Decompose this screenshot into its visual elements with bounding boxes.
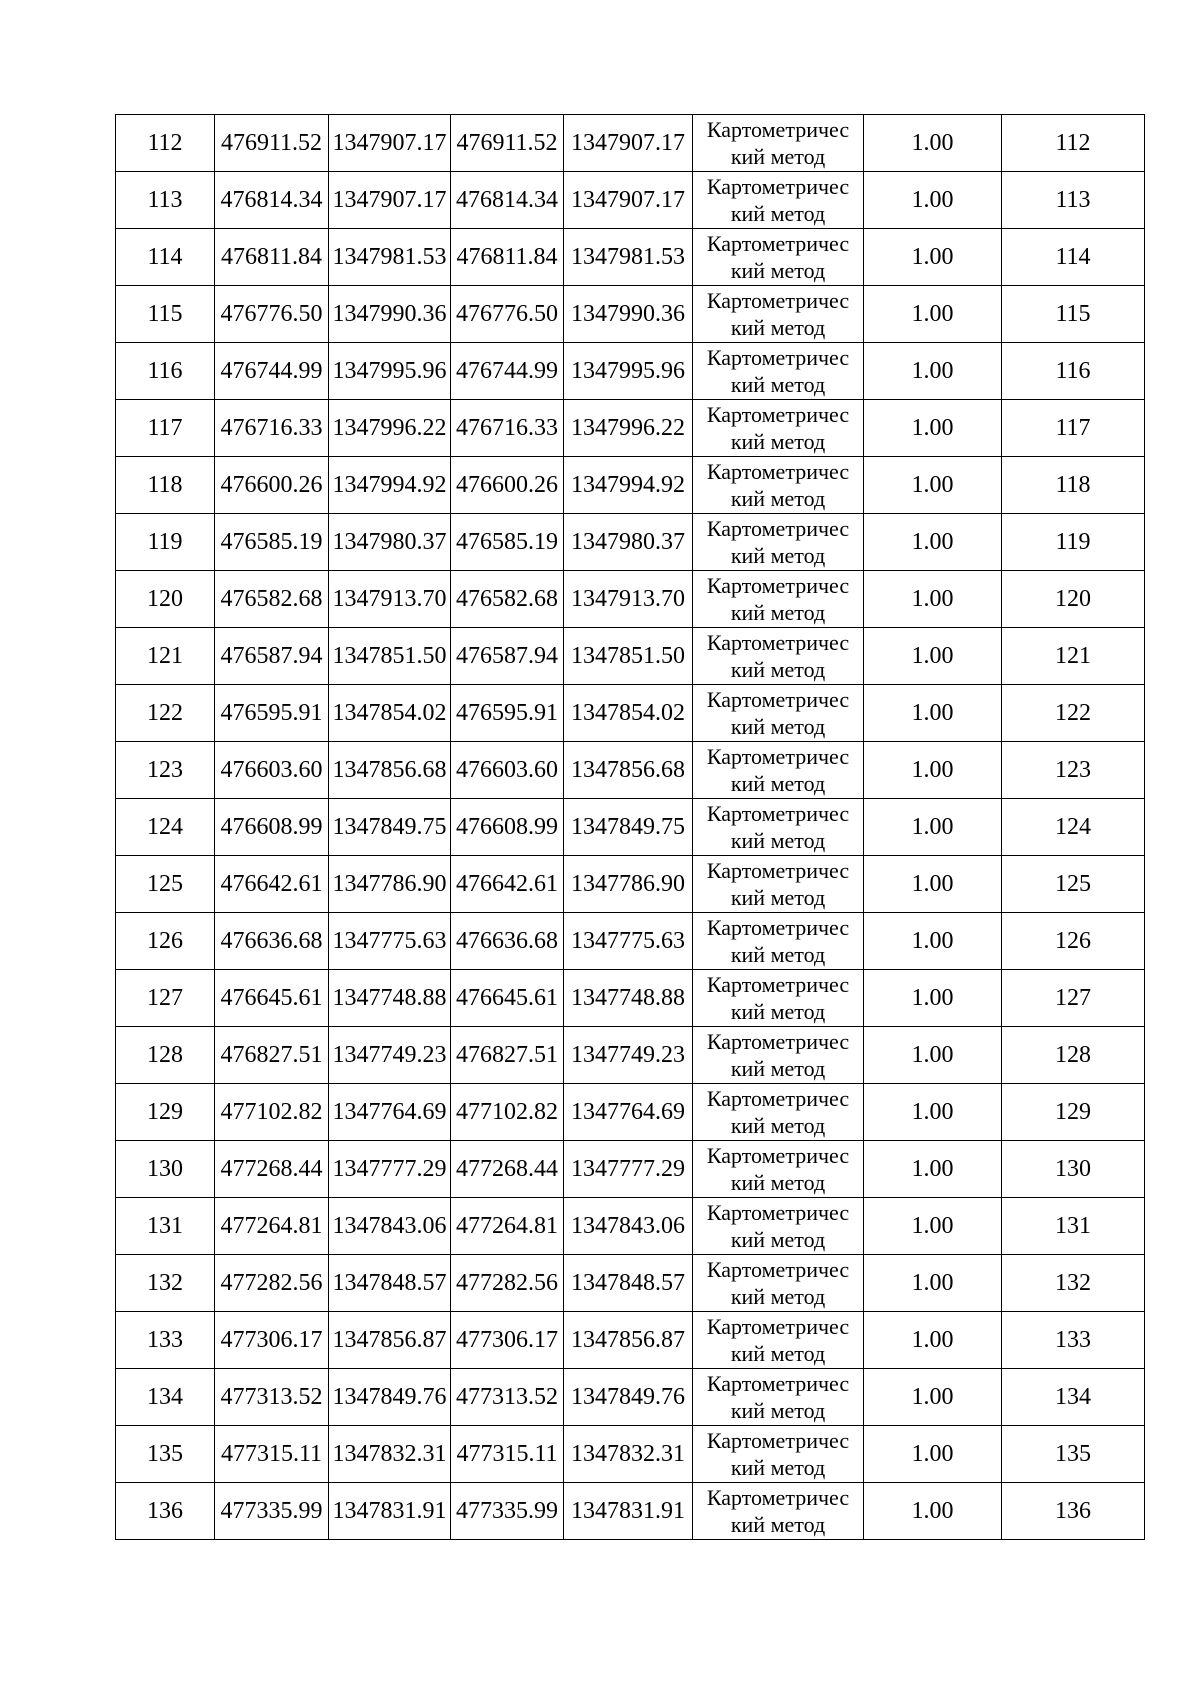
method-text-line: Картометричес [706,915,850,940]
method-text-line: Картометричес [706,459,850,484]
table-row [116,1198,1145,1255]
table-row [116,970,1145,1027]
table-row [116,856,1145,913]
refined-x-cell: 476645.61 [451,970,564,1027]
point-number-repeat-cell: 118 [1002,457,1145,514]
point-number-repeat-cell: 113 [1002,172,1145,229]
accuracy-cell: 1.00 [864,229,1002,286]
method-text-line: Картометричес [706,231,850,256]
refined-y-cell: 1347907.17 [564,115,693,172]
method-text-line: Картометричес [706,288,850,313]
existing-x-cell: 476587.94 [215,628,329,685]
refined-y-cell: 1347854.02 [564,685,693,742]
existing-x-cell: 476645.61 [215,970,329,1027]
accuracy-cell: 1.00 [864,1027,1002,1084]
existing-y-cell: 1347996.22 [329,400,451,457]
existing-y-cell: 1347907.17 [329,172,451,229]
method-cell [693,1198,864,1255]
refined-y-cell: 1347996.22 [564,400,693,457]
refined-x-cell: 476582.68 [451,571,564,628]
refined-y-cell: 1347856.87 [564,1312,693,1369]
point-number-cell: 133 [116,1312,215,1369]
existing-x-cell: 476608.99 [215,799,329,856]
refined-y-cell: 1347749.23 [564,1027,693,1084]
point-number-cell: 136 [116,1483,215,1540]
refined-x-cell: 477268.44 [451,1141,564,1198]
refined-x-cell: 476600.26 [451,457,564,514]
method-text-line: кий метод [730,1398,826,1423]
point-number-cell: 130 [116,1141,215,1198]
method-text-line: Картометричес [706,687,850,712]
method-text-line: Картометричес [706,174,850,199]
point-number-cell: 124 [116,799,215,856]
point-number-cell: 119 [116,514,215,571]
refined-y-cell: 1347843.06 [564,1198,693,1255]
existing-x-cell: 476814.34 [215,172,329,229]
table-row [116,400,1145,457]
point-number-repeat-cell: 134 [1002,1369,1145,1426]
point-number-cell: 117 [116,400,215,457]
existing-y-cell: 1347843.06 [329,1198,451,1255]
point-number-cell: 118 [116,457,215,514]
method-text-line: Картометричес [706,1371,850,1396]
method-cell [693,457,864,514]
method-cell [693,1027,864,1084]
table-row [116,1255,1145,1312]
point-number-cell: 113 [116,172,215,229]
method-text-line: кий метод [730,657,826,682]
refined-y-cell: 1347777.29 [564,1141,693,1198]
table-row [116,1141,1145,1198]
table-row [116,799,1145,856]
refined-x-cell: 476744.99 [451,343,564,400]
refined-y-cell: 1347907.17 [564,172,693,229]
existing-x-cell: 476776.50 [215,286,329,343]
refined-x-cell: 477264.81 [451,1198,564,1255]
existing-y-cell: 1347786.90 [329,856,451,913]
refined-x-cell: 476814.34 [451,172,564,229]
refined-x-cell: 476595.91 [451,685,564,742]
point-number-cell: 135 [116,1426,215,1483]
refined-y-cell: 1347786.90 [564,856,693,913]
method-text-line: кий метод [730,1170,826,1195]
method-cell [693,514,864,571]
method-cell [693,742,864,799]
accuracy-cell: 1.00 [864,856,1002,913]
refined-y-cell: 1347995.96 [564,343,693,400]
existing-y-cell: 1347995.96 [329,343,451,400]
point-number-cell: 115 [116,286,215,343]
existing-x-cell: 477268.44 [215,1141,329,1198]
method-text-line: кий метод [730,201,826,226]
refined-x-cell: 477102.82 [451,1084,564,1141]
method-cell [693,400,864,457]
point-number-cell: 125 [116,856,215,913]
point-number-repeat-cell: 124 [1002,799,1145,856]
accuracy-cell: 1.00 [864,514,1002,571]
existing-x-cell: 476603.60 [215,742,329,799]
accuracy-cell: 1.00 [864,115,1002,172]
existing-x-cell: 477282.56 [215,1255,329,1312]
existing-x-cell: 477315.11 [215,1426,329,1483]
accuracy-cell: 1.00 [864,343,1002,400]
method-cell [693,628,864,685]
table-row [116,571,1145,628]
method-text-line: кий метод [730,1455,826,1480]
refined-x-cell: 476811.84 [451,229,564,286]
method-cell [693,685,864,742]
method-text-line: кий метод [730,828,826,853]
refined-y-cell: 1347748.88 [564,970,693,1027]
method-text-line: кий метод [730,429,826,454]
point-number-cell: 132 [116,1255,215,1312]
method-text-line: Картометричес [706,1428,850,1453]
method-cell [693,1483,864,1540]
refined-y-cell: 1347831.91 [564,1483,693,1540]
point-number-cell: 128 [116,1027,215,1084]
point-number-repeat-cell: 136 [1002,1483,1145,1540]
accuracy-cell: 1.00 [864,1483,1002,1540]
existing-y-cell: 1347856.68 [329,742,451,799]
existing-y-cell: 1347856.87 [329,1312,451,1369]
accuracy-cell: 1.00 [864,1084,1002,1141]
refined-y-cell: 1347981.53 [564,229,693,286]
existing-x-cell: 476811.84 [215,229,329,286]
existing-x-cell: 476642.61 [215,856,329,913]
table-row [116,172,1145,229]
existing-y-cell: 1347764.69 [329,1084,451,1141]
accuracy-cell: 1.00 [864,1255,1002,1312]
method-cell [693,343,864,400]
existing-y-cell: 1347849.76 [329,1369,451,1426]
existing-x-cell: 476744.99 [215,343,329,400]
table-row [116,514,1145,571]
point-number-repeat-cell: 132 [1002,1255,1145,1312]
method-text-line: кий метод [730,1341,826,1366]
method-cell [693,913,864,970]
point-number-repeat-cell: 127 [1002,970,1145,1027]
method-text-line: Картометричес [706,573,850,598]
existing-x-cell: 476595.91 [215,685,329,742]
point-number-repeat-cell: 119 [1002,514,1145,571]
refined-y-cell: 1347913.70 [564,571,693,628]
existing-y-cell: 1347748.88 [329,970,451,1027]
point-number-cell: 131 [116,1198,215,1255]
point-number-repeat-cell: 117 [1002,400,1145,457]
existing-y-cell: 1347775.63 [329,913,451,970]
point-number-cell: 114 [116,229,215,286]
table-row [116,1483,1145,1540]
method-cell [693,229,864,286]
table-row [116,115,1145,172]
accuracy-cell: 1.00 [864,1426,1002,1483]
table-body [116,115,1145,1540]
existing-y-cell: 1347831.91 [329,1483,451,1540]
point-number-cell: 112 [116,115,215,172]
point-number-cell: 127 [116,970,215,1027]
table-row [116,1084,1145,1141]
existing-x-cell: 476827.51 [215,1027,329,1084]
method-text-line: Картометричес [706,402,850,427]
method-cell [693,1141,864,1198]
existing-y-cell: 1347854.02 [329,685,451,742]
method-text-line: Картометричес [706,1485,850,1510]
table-row [116,1369,1145,1426]
accuracy-cell: 1.00 [864,571,1002,628]
existing-y-cell: 1347980.37 [329,514,451,571]
point-number-repeat-cell: 131 [1002,1198,1145,1255]
method-text-line: кий метод [730,486,826,511]
table-row [116,628,1145,685]
method-cell [693,1084,864,1141]
refined-x-cell: 476603.60 [451,742,564,799]
accuracy-cell: 1.00 [864,457,1002,514]
table-row [116,685,1145,742]
method-text-line: кий метод [730,1056,826,1081]
method-text-line: Картометричес [706,858,850,883]
method-text-line: кий метод [730,258,826,283]
table-row [116,286,1145,343]
refined-y-cell: 1347994.92 [564,457,693,514]
method-text-line: Картометричес [706,1143,850,1168]
refined-x-cell: 477306.17 [451,1312,564,1369]
table-row [116,343,1145,400]
point-number-repeat-cell: 129 [1002,1084,1145,1141]
method-text-line: кий метод [730,600,826,625]
refined-x-cell: 476608.99 [451,799,564,856]
table-row [116,229,1145,286]
existing-x-cell: 476600.26 [215,457,329,514]
accuracy-cell: 1.00 [864,799,1002,856]
refined-x-cell: 476642.61 [451,856,564,913]
existing-x-cell: 477313.52 [215,1369,329,1426]
existing-y-cell: 1347832.31 [329,1426,451,1483]
refined-x-cell: 477313.52 [451,1369,564,1426]
refined-y-cell: 1347849.75 [564,799,693,856]
point-number-repeat-cell: 135 [1002,1426,1145,1483]
method-text-line: кий метод [730,543,826,568]
method-text-line: Картометричес [706,1200,850,1225]
table-row [116,457,1145,514]
method-cell [693,1426,864,1483]
method-text-line: кий метод [730,144,826,169]
refined-x-cell: 476716.33 [451,400,564,457]
existing-x-cell: 476636.68 [215,913,329,970]
existing-y-cell: 1347990.36 [329,286,451,343]
point-number-cell: 123 [116,742,215,799]
method-cell [693,1369,864,1426]
point-number-cell: 120 [116,571,215,628]
method-text-line: Картометричес [706,1314,850,1339]
existing-y-cell: 1347749.23 [329,1027,451,1084]
point-number-repeat-cell: 133 [1002,1312,1145,1369]
existing-x-cell: 477102.82 [215,1084,329,1141]
method-text-line: Картометричес [706,1029,850,1054]
point-number-repeat-cell: 115 [1002,286,1145,343]
refined-y-cell: 1347980.37 [564,514,693,571]
method-text-line: кий метод [730,999,826,1024]
method-cell [693,286,864,343]
accuracy-cell: 1.00 [864,685,1002,742]
accuracy-cell: 1.00 [864,628,1002,685]
point-number-repeat-cell: 121 [1002,628,1145,685]
refined-x-cell: 476585.19 [451,514,564,571]
method-cell [693,1255,864,1312]
method-cell [693,970,864,1027]
accuracy-cell: 1.00 [864,742,1002,799]
existing-y-cell: 1347851.50 [329,628,451,685]
refined-x-cell: 477315.11 [451,1426,564,1483]
accuracy-cell: 1.00 [864,913,1002,970]
point-number-repeat-cell: 126 [1002,913,1145,970]
accuracy-cell: 1.00 [864,400,1002,457]
method-text-line: кий метод [730,942,826,967]
point-number-repeat-cell: 122 [1002,685,1145,742]
point-number-repeat-cell: 128 [1002,1027,1145,1084]
method-text-line: кий метод [730,714,826,739]
refined-x-cell: 477335.99 [451,1483,564,1540]
refined-y-cell: 1347848.57 [564,1255,693,1312]
point-number-cell: 134 [116,1369,215,1426]
table-row [116,913,1145,970]
accuracy-cell: 1.00 [864,286,1002,343]
point-number-cell: 129 [116,1084,215,1141]
existing-y-cell: 1347848.57 [329,1255,451,1312]
method-text-line: кий метод [730,1227,826,1252]
existing-x-cell: 477335.99 [215,1483,329,1540]
point-number-repeat-cell: 130 [1002,1141,1145,1198]
refined-x-cell: 476827.51 [451,1027,564,1084]
method-text-line: Картометричес [706,516,850,541]
method-text-line: Картометричес [706,972,850,997]
accuracy-cell: 1.00 [864,970,1002,1027]
table-row [116,1426,1145,1483]
method-text-line: кий метод [730,315,826,340]
method-text-line: Картометричес [706,630,850,655]
point-number-repeat-cell: 116 [1002,343,1145,400]
accuracy-cell: 1.00 [864,172,1002,229]
existing-y-cell: 1347849.75 [329,799,451,856]
existing-x-cell: 476911.52 [215,115,329,172]
point-number-repeat-cell: 123 [1002,742,1145,799]
point-number-repeat-cell: 120 [1002,571,1145,628]
method-text-line: Картометричес [706,744,850,769]
accuracy-cell: 1.00 [864,1141,1002,1198]
point-number-cell: 121 [116,628,215,685]
refined-x-cell: 476587.94 [451,628,564,685]
existing-y-cell: 1347981.53 [329,229,451,286]
table-row [116,742,1145,799]
table-row [116,1027,1145,1084]
refined-x-cell: 476911.52 [451,115,564,172]
existing-x-cell: 476582.68 [215,571,329,628]
refined-y-cell: 1347832.31 [564,1426,693,1483]
existing-x-cell: 476585.19 [215,514,329,571]
method-cell [693,799,864,856]
method-text-line: Картометричес [706,801,850,826]
method-text-line: кий метод [730,885,826,910]
accuracy-cell: 1.00 [864,1198,1002,1255]
method-text-line: Картометричес [706,1086,850,1111]
refined-x-cell: 476776.50 [451,286,564,343]
method-text-line: Картометричес [706,1257,850,1282]
coordinates-table [115,114,1145,1540]
method-text-line: кий метод [730,771,826,796]
refined-y-cell: 1347764.69 [564,1084,693,1141]
method-cell [693,856,864,913]
existing-x-cell: 476716.33 [215,400,329,457]
method-text-line: Картометричес [706,345,850,370]
refined-y-cell: 1347990.36 [564,286,693,343]
table-row [116,1312,1145,1369]
accuracy-cell: 1.00 [864,1312,1002,1369]
refined-y-cell: 1347775.63 [564,913,693,970]
method-cell [693,571,864,628]
method-cell [693,1312,864,1369]
refined-y-cell: 1347849.76 [564,1369,693,1426]
existing-x-cell: 477264.81 [215,1198,329,1255]
method-text-line: кий метод [730,372,826,397]
existing-y-cell: 1347777.29 [329,1141,451,1198]
refined-x-cell: 477282.56 [451,1255,564,1312]
method-text-line: кий метод [730,1284,826,1309]
existing-y-cell: 1347994.92 [329,457,451,514]
method-cell [693,115,864,172]
point-number-repeat-cell: 112 [1002,115,1145,172]
method-text-line: кий метод [730,1512,826,1537]
point-number-repeat-cell: 125 [1002,856,1145,913]
point-number-cell: 116 [116,343,215,400]
existing-y-cell: 1347913.70 [329,571,451,628]
refined-x-cell: 476636.68 [451,913,564,970]
point-number-repeat-cell: 114 [1002,229,1145,286]
point-number-cell: 126 [116,913,215,970]
refined-y-cell: 1347851.50 [564,628,693,685]
existing-y-cell: 1347907.17 [329,115,451,172]
point-number-cell: 122 [116,685,215,742]
method-text-line: Картометричес [706,117,850,142]
refined-y-cell: 1347856.68 [564,742,693,799]
method-cell [693,172,864,229]
method-text-line: кий метод [730,1113,826,1138]
existing-x-cell: 477306.17 [215,1312,329,1369]
accuracy-cell: 1.00 [864,1369,1002,1426]
